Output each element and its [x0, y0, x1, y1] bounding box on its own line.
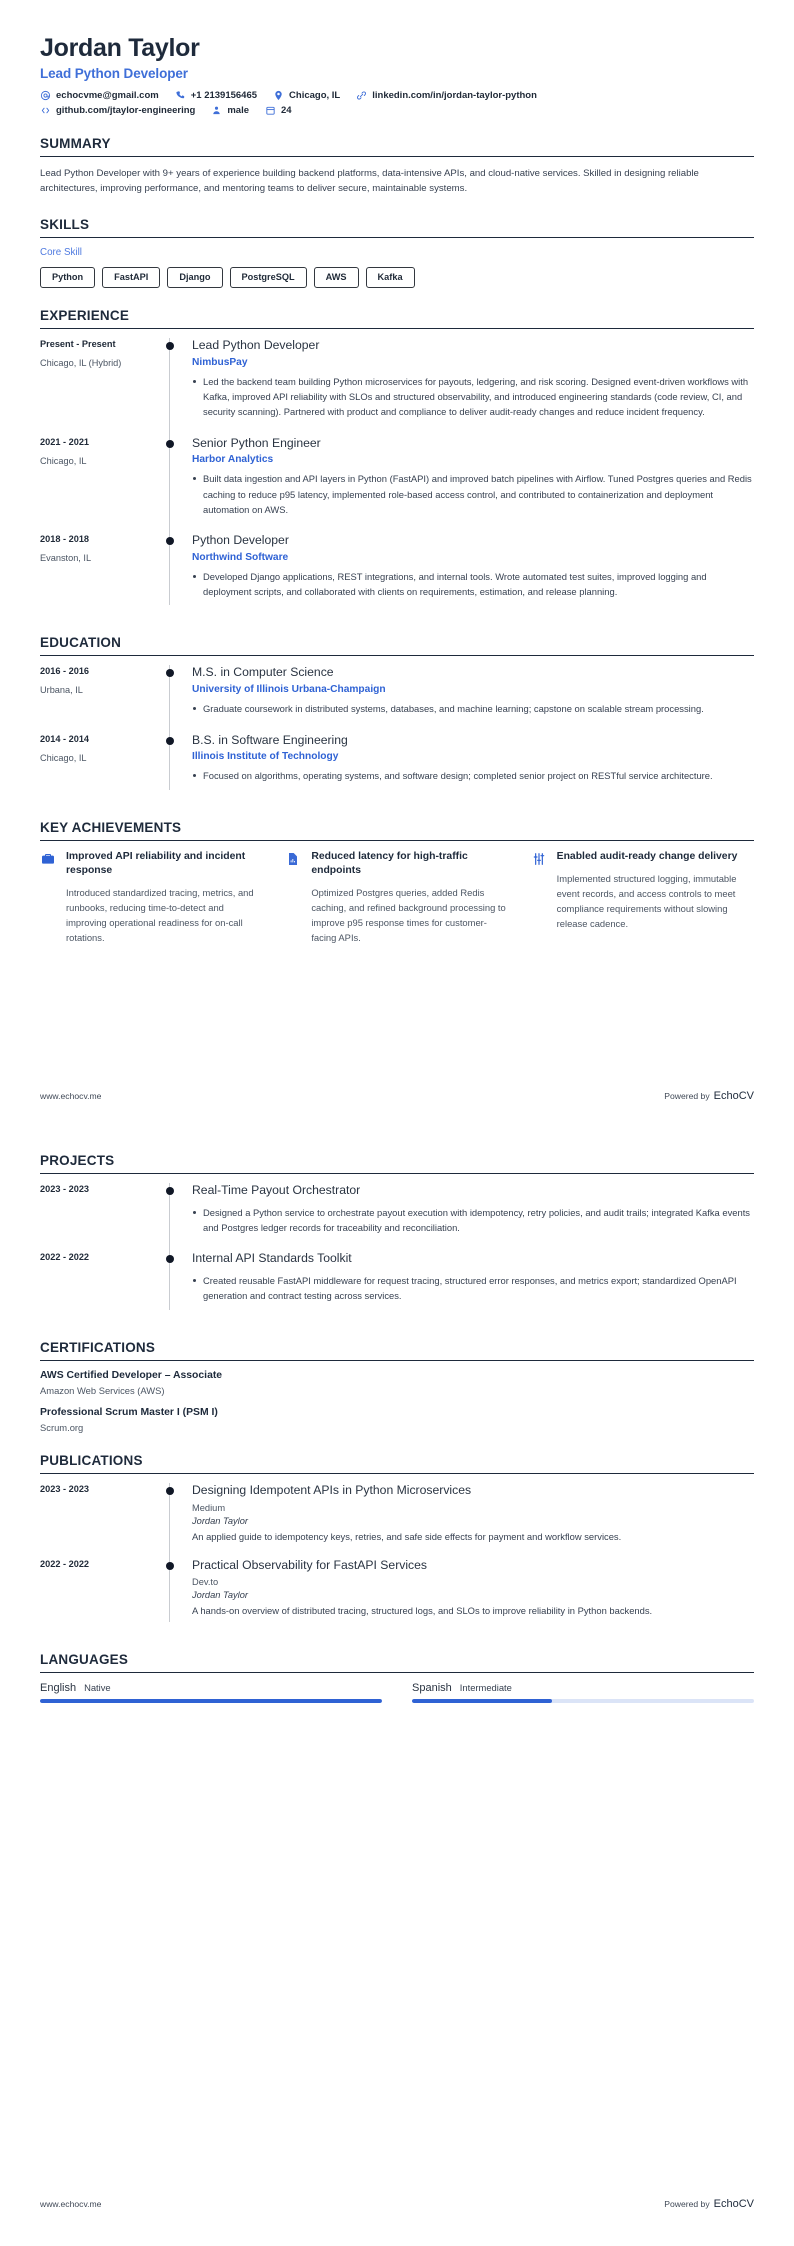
email-icon [40, 90, 51, 101]
timeline-dot-icon [166, 1187, 174, 1195]
section-languages [40, 1652, 754, 1703]
contact-gender [211, 105, 249, 116]
calendar-icon [265, 105, 276, 116]
entry-title: Real-Time Payout Orchestrator [192, 1183, 361, 1197]
entry-title: Designing Idempotent APIs in Python Microservices [192, 1482, 472, 1497]
footer-brand: EchoCV [713, 2198, 754, 2210]
contact-details [40, 90, 754, 116]
publication-description: An applied guide to idempotency keys, retries, and safe side effects for payment and workflow services. [192, 1530, 622, 1542]
language-progress-fill [40, 1699, 382, 1703]
skill-chip-list [40, 267, 754, 288]
footer-website[interactable]: www.echocv.me [40, 2199, 102, 2209]
entry-date: Present - Present [40, 339, 116, 350]
resume-page-2 [0, 1123, 794, 2246]
entry-bullet: Created reusable FastAPI middleware for request tracing, structured error responses, and metrics export; standardized OpenAPI generation and contract testing across services. [192, 1273, 754, 1303]
entry-bullets [192, 701, 754, 716]
education-entry [40, 733, 754, 800]
section-title-languages: LANGUAGES [40, 1652, 754, 1673]
timeline-rail [162, 1483, 186, 1558]
certification-item [40, 1407, 754, 1433]
certification-name: Professional Scrum Master I (PSM I) [40, 1406, 218, 1418]
skill-chip: Python [40, 267, 95, 288]
achievement-title: Reduced latency for high-traffic endpoints [311, 850, 468, 876]
page-footer [40, 1090, 754, 1102]
language-progress-track [412, 1699, 754, 1703]
certification-item [40, 1370, 754, 1396]
timeline-rail [162, 733, 186, 800]
timeline-rail [162, 533, 186, 615]
section-publications [40, 1453, 754, 1633]
section-title-achievements: KEY ACHIEVEMENTS [40, 820, 754, 841]
contact-github[interactable] [40, 105, 195, 116]
contact-linkedin[interactable] [356, 90, 537, 101]
achievement-description: Introduced standardized tracing, metrics, and runbooks, reducing time-to-detect and improving operational readiness for on-call rotations. [66, 886, 254, 944]
publication-author: Jordan Taylor [192, 1515, 248, 1526]
section-title-summary: SUMMARY [40, 136, 754, 157]
entry-title: Python Developer [192, 533, 289, 548]
footer-powered-label: Powered by [664, 1091, 710, 1101]
language-level: Native [84, 1682, 111, 1694]
entry-title: B.S. in Software Engineering [192, 732, 348, 747]
timeline-dot-icon [166, 1255, 174, 1263]
summary-text: Lead Python Developer with 9+ years of experience building backend platforms, data-intensive APIs, and cloud-native services. Skilled in designing reliable architectures, improving performance, and mentoring teams to deliver secure, maintainable systems. [40, 167, 699, 195]
candidate-name: Jordan Taylor [40, 34, 200, 62]
achievement-description: Implemented structured logging, immutable event records, and access controls to meet compliance requirements without slowing release cadence. [556, 872, 737, 930]
resume-header [40, 34, 754, 116]
education-entry [40, 665, 754, 732]
contact-github-text: github.com/jtaylor-engineering [56, 104, 196, 116]
section-title-projects: PROJECTS [40, 1153, 754, 1174]
entry-bullet: Focused on algorithms, operating systems, and software design; completed senior project on RESTful service architecture. [192, 768, 754, 783]
entry-bullets [192, 471, 754, 517]
entry-date: 2023 - 2023 [40, 1184, 90, 1194]
entry-location: Evanston, IL [40, 553, 92, 564]
timeline-dot-icon [166, 1487, 174, 1495]
entry-bullets [192, 569, 754, 599]
footer-powered-by [664, 2198, 754, 2210]
entry-date: 2014 - 2014 [40, 733, 90, 744]
language-item [412, 1682, 754, 1703]
timeline-rail [162, 1183, 186, 1251]
project-entry [40, 1251, 754, 1319]
entry-location: Chicago, IL [40, 752, 87, 763]
language-name: Spanish [412, 1682, 452, 1695]
code-icon [40, 105, 51, 116]
document-chart-icon [285, 850, 302, 946]
section-key-achievements [40, 820, 754, 946]
experience-entry [40, 338, 754, 436]
contact-row-2 [40, 105, 754, 116]
entry-date: 2018 - 2018 [40, 534, 90, 545]
language-progress-fill [412, 1699, 552, 1703]
candidate-role: Lead Python Developer [40, 65, 188, 81]
experience-entry [40, 436, 754, 534]
timeline-rail [162, 1251, 186, 1319]
section-title-publications: PUBLICATIONS [40, 1453, 754, 1474]
achievement-card [285, 850, 508, 946]
location-pin-icon [273, 90, 284, 101]
publication-entry [40, 1483, 754, 1558]
entry-date: 2023 - 2023 [40, 1483, 90, 1494]
entry-title: Senior Python Engineer [192, 435, 321, 450]
entry-location: Urbana, IL [40, 685, 83, 696]
person-icon [211, 105, 222, 116]
timeline-dot-icon [166, 537, 174, 545]
section-title-certifications: CERTIFICATIONS [40, 1340, 754, 1361]
contact-location [273, 90, 340, 101]
timeline-dot-icon [166, 669, 174, 677]
footer-brand: EchoCV [713, 1090, 754, 1102]
timeline-dot-icon [166, 737, 174, 745]
skill-chip: Kafka [366, 267, 415, 288]
entry-date: 2021 - 2021 [40, 436, 90, 447]
briefcase-icon [40, 850, 57, 946]
publication-description: A hands-on overview of distributed tracing, structured logs, and SLOs to improve reliability in Python backends. [192, 1605, 653, 1617]
timeline-rail [162, 436, 186, 534]
entry-title: Internal API Standards Toolkit [192, 1251, 352, 1266]
certification-name: AWS Certified Developer – Associate [40, 1369, 223, 1381]
language-progress-track [40, 1699, 382, 1703]
phone-icon [175, 90, 186, 101]
entry-organization: Harbor Analytics [192, 454, 274, 466]
entry-bullet: Developed Django applications, REST integrations, and internal tools. Wrote automated test suites, improved logging and deployment scripts, and collaborated with clients on requirements, estimation, and release planning. [192, 569, 754, 599]
timeline-dot-icon [166, 1562, 174, 1570]
contact-gender-text: male [227, 104, 249, 116]
link-icon [356, 90, 367, 101]
achievement-title: Enabled audit-ready change delivery [556, 850, 738, 862]
contact-row-1 [40, 90, 754, 101]
entry-date: 2016 - 2016 [40, 666, 90, 677]
entry-organization: NimbusPay [192, 356, 248, 368]
section-title-experience: EXPERIENCE [40, 308, 754, 329]
entry-title: Practical Observability for FastAPI Services [192, 1557, 428, 1572]
language-name: English [40, 1682, 77, 1695]
section-education [40, 635, 754, 799]
footer-website[interactable]: www.echocv.me [40, 1091, 102, 1101]
section-title-skills: SKILLS [40, 217, 754, 238]
section-skills [40, 217, 754, 288]
skill-chip: AWS [314, 267, 359, 288]
entry-bullet: Led the backend team building Python microservices for payouts, ledgering, and risk scoring. Designed event-driven workflows with Kafka, improved API reliability with SLOs and structured observability, and introduced engineering standards (code review, CI, and security scanning). Partnered with product and compliance to deliver audit-ready changes and reduce incident frequency. [192, 374, 754, 420]
achievement-card-grid [40, 850, 754, 946]
entry-bullets [192, 1205, 754, 1235]
timeline-rail [162, 338, 186, 436]
entry-bullet: Built data ingestion and API layers in Python (FastAPI) and improved batch pipelines with Airflow. Tuned Postgres queries and Redis caching to reduce p95 latency, implemented role-based access control, and contributed to containerization and deployment automation on AWS. [192, 471, 754, 517]
timeline-dot-icon [166, 342, 174, 350]
contact-age [265, 105, 292, 116]
section-certifications [40, 1340, 754, 1433]
achievement-card [531, 850, 754, 946]
entry-location: Chicago, IL [40, 455, 87, 466]
language-item [40, 1682, 382, 1703]
contact-email-text: echocvme@gmail.com [56, 89, 159, 101]
section-projects [40, 1153, 754, 1320]
section-summary [40, 136, 754, 197]
section-title-education: EDUCATION [40, 635, 754, 656]
achievement-card [40, 850, 263, 946]
entry-organization: University of Illinois Urbana-Champaign [192, 684, 386, 696]
timeline-rail [162, 665, 186, 732]
experience-entry [40, 533, 754, 615]
entry-date: 2022 - 2022 [40, 1558, 90, 1569]
language-grid [40, 1682, 754, 1703]
certification-issuer: Amazon Web Services (AWS) [40, 1384, 165, 1396]
skill-chip: FastAPI [102, 267, 160, 288]
certification-issuer: Scrum.org [40, 1421, 84, 1433]
entry-organization: Illinois Institute of Technology [192, 751, 339, 763]
publication-entry [40, 1558, 754, 1633]
achievement-title: Improved API reliability and incident response [66, 850, 246, 876]
timeline-dot-icon [166, 440, 174, 448]
contact-linkedin-text: linkedin.com/in/jordan-taylor-python [372, 89, 537, 101]
skill-chip: Django [167, 267, 222, 288]
contact-location-text: Chicago, IL [289, 89, 341, 101]
entry-bullet: Designed a Python service to orchestrate payout execution with idempotency, retry policies, and audit trails; integrated Kafka events and Postgres ledger records for traceability and reconciliation. [192, 1205, 754, 1235]
contact-phone[interactable] [175, 90, 257, 101]
entry-date: 2022 - 2022 [40, 1252, 90, 1263]
publication-publisher: Dev.to [192, 1577, 219, 1588]
contact-email[interactable] [40, 90, 159, 101]
skill-chip: PostgreSQL [230, 267, 307, 288]
contact-phone-text: +1 2139156465 [190, 89, 258, 101]
project-entry [40, 1183, 754, 1251]
achievement-description: Optimized Postgres queries, added Redis caching, and refined background processing to improve p95 response times for customer-facing APIs. [311, 886, 506, 944]
contact-age-text: 24 [281, 104, 292, 116]
page-footer [40, 2198, 754, 2210]
skill-group-label: Core Skill [40, 246, 82, 258]
entry-bullets [192, 374, 754, 420]
entry-bullets [192, 768, 754, 783]
entry-bullet: Graduate coursework in distributed systems, databases, and machine learning; capstone on scalable stream processing. [192, 701, 754, 716]
entry-title: M.S. in Computer Science [192, 665, 334, 680]
entry-location: Chicago, IL (Hybrid) [40, 358, 122, 369]
entry-organization: Northwind Software [192, 552, 289, 563]
section-experience [40, 308, 754, 615]
sliders-icon [531, 850, 548, 946]
entry-title: Lead Python Developer [192, 338, 320, 353]
footer-powered-label: Powered by [664, 2199, 710, 2209]
publication-publisher: Medium [192, 1502, 226, 1513]
language-level: Intermediate [459, 1682, 512, 1694]
publication-author: Jordan Taylor [192, 1590, 248, 1601]
entry-bullets [192, 1273, 754, 1303]
footer-powered-by [664, 1090, 754, 1102]
timeline-rail [162, 1558, 186, 1633]
